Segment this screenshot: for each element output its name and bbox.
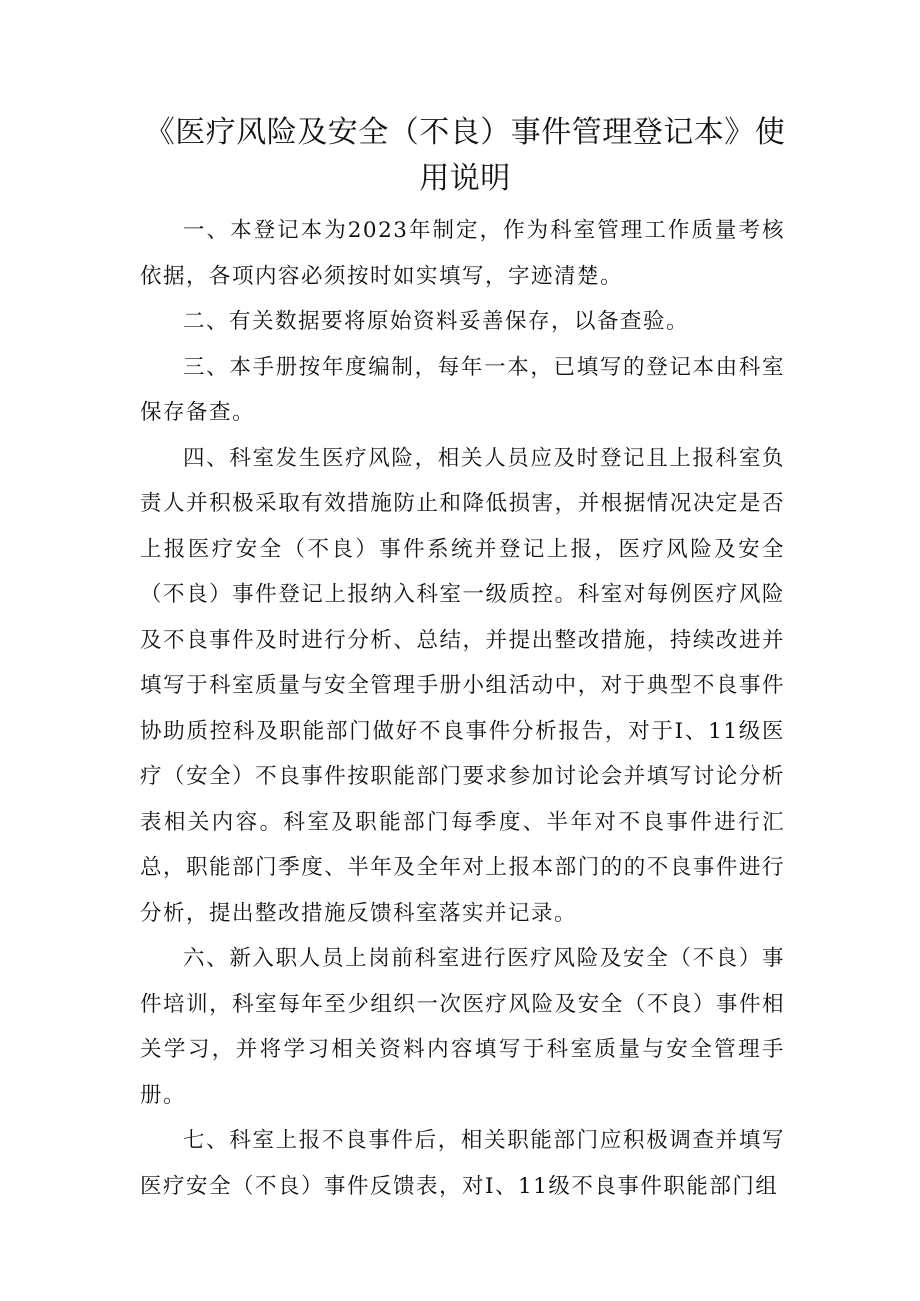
paragraph-1: 一、本登记本为2023年制定，作为科室管理工作质量考核依据，各项内容必须按时如实填写，字迹清楚。: [140, 218, 785, 289]
paragraph-7: 七、科室上报不良事件后，相关职能部门应积极调查并填写医疗安全（不良）事件反馈表，对I、11级不良事件职能部门组: [140, 1128, 785, 1199]
paragraph-6: 六、新入职人员上岗前科室进行医疗风险及安全（不良）事件培训，科室每年至少组织一次医疗风险及安全（不良）事件相关学习，并将学习相关资料内容填写于科室质量与安全管理手册。: [140, 946, 785, 1108]
document-body: [140, 208, 785, 1209]
paragraph-2: 二、有关数据要将原始资料妥善保存，以备查验。: [183, 309, 690, 334]
paragraph-4: 四、科室发生医疗风险，相关人员应及时登记且上报科室负责人并积极采取有效措施防止和降低损害，并根据情况决定是否上报医疗安全（不良）事件系统并登记上报，医疗风险及安全（不良）事件登记上报纳入科室一级质控。科室对每例医疗风险及不良事件及时进行分析、总结，并提出整改措施，持续改进并填写于科室质量与安全管理手册小组活动中，对于典型不良事件协助质控科及职能部门做好不良事件分析报告，对于I、11级医疗（安全）不良事件按职能部门要求参加讨论会并填写讨论分析表相关内容。科室及职能部门每季度、半年对不良事件进行汇总，职能部门季度、半年及全年对上报本部门的的不良事件进行分析，提出整改措施反馈科室落实并记录。: [140, 445, 785, 926]
document-title: 《医疗风险及安全（不良）事件管理登记本》使用说明: [144, 115, 786, 196]
paragraph-3: 三、本手册按年度编制，每年一本，已填写的登记本由科室保存备查。: [140, 354, 785, 425]
